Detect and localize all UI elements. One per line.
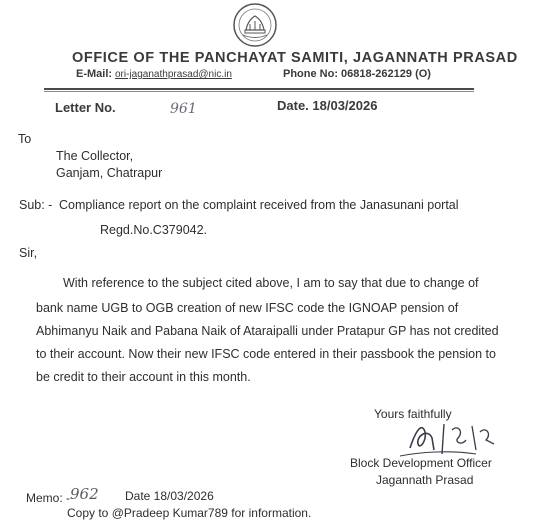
body-line: be credit to their account in this month. xyxy=(36,370,251,384)
officer-designation: Block Development Officer xyxy=(350,456,492,470)
memo-date: Date 18/03/2026 xyxy=(125,489,214,503)
header-divider xyxy=(44,88,474,90)
subject-line1: Compliance report on the complaint received from the Janasunani portal xyxy=(59,198,459,212)
yours-faithfully: Yours faithfully xyxy=(374,407,452,421)
officer-place: Jagannath Prasad xyxy=(376,473,474,487)
letter-no-label: Letter No. xyxy=(55,100,116,115)
subject-line2: Regd.No.C379042. xyxy=(100,223,208,237)
body-line: Abhimanyu Naik and Pabana Naik of Ataraipalli under Pratapur GP has not credited xyxy=(36,324,499,338)
phone-number: Phone No: 06818-262129 (O) xyxy=(283,68,431,80)
memo-number-handwritten: 962 xyxy=(70,485,99,503)
addressee-line1: The Collector, xyxy=(56,149,134,163)
body-line: bank name UGB to OGB creation of new IFSC code the IGNOAP pension of xyxy=(36,301,459,315)
letter-date: Date. 18/03/2026 xyxy=(277,98,378,113)
body-line: With reference to the subject cited above, I am to say that due to change of xyxy=(63,276,479,290)
subject-label: Sub: - xyxy=(19,198,53,212)
to-label: To xyxy=(18,132,32,146)
odisha-emblem-icon xyxy=(232,2,278,48)
copy-to-line: Copy to @Pradeep Kumar789 for information. xyxy=(67,506,312,520)
memo-label: Memo: - xyxy=(26,491,71,505)
header-divider-thin xyxy=(44,91,474,92)
letter-no-handwritten: 961 xyxy=(170,101,197,117)
email-link[interactable]: ori-jaganathprasad@nic.in xyxy=(115,69,232,80)
body-line: to their account. Now their new IFSC code entered in their passbook the pension to xyxy=(36,347,496,361)
email-label: E-Mail: xyxy=(76,68,113,80)
salutation: Sir, xyxy=(19,246,38,260)
addressee-line2: Ganjam, Chatrapur xyxy=(56,166,163,180)
office-title: OFFICE OF THE PANCHAYAT SAMITI, JAGANNATH PRASAD xyxy=(72,50,518,66)
